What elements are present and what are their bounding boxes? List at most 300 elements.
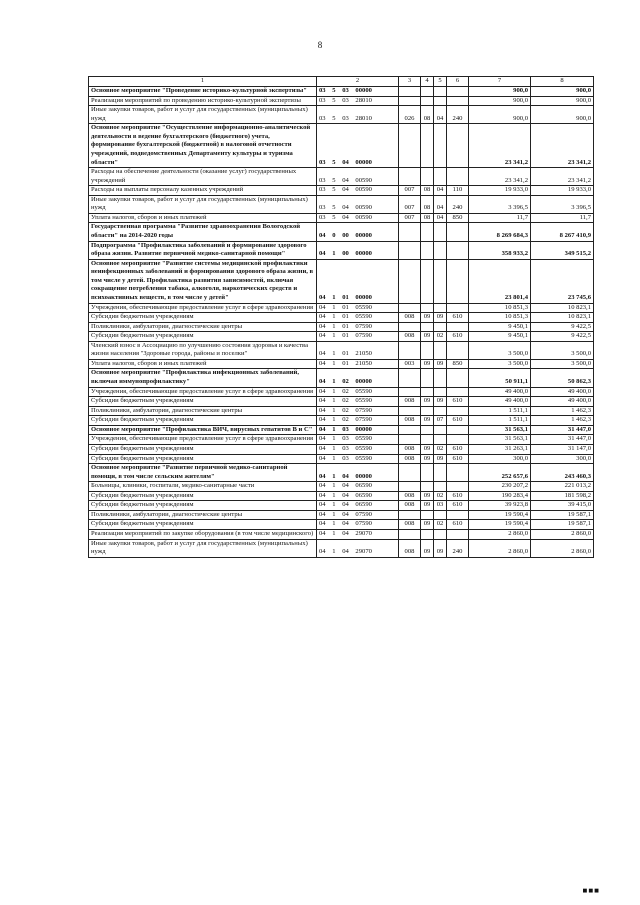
table-row bbox=[89, 387, 594, 397]
section-code: 09 bbox=[421, 539, 434, 557]
budget-code: 04 1 04 29070 bbox=[317, 539, 399, 557]
expense-type-code: 610 bbox=[447, 416, 469, 426]
budget-code: 04 1 04 07590 bbox=[317, 510, 399, 520]
amount-col7: 300,0 bbox=[469, 454, 531, 464]
subsection-code: 09 bbox=[434, 359, 447, 369]
section-code: 08 bbox=[421, 186, 434, 196]
column-header: 5 bbox=[434, 77, 447, 87]
table-row bbox=[89, 313, 594, 323]
budget-code: 04 1 02 00000 bbox=[317, 369, 399, 387]
expense-type-code bbox=[447, 241, 469, 259]
amount-col7: 39 923,8 bbox=[469, 501, 531, 511]
subsection-code bbox=[434, 223, 447, 241]
table-row bbox=[89, 491, 594, 501]
amount-col7: 19 590,4 bbox=[469, 520, 531, 530]
amount-col7: 49 400,0 bbox=[469, 387, 531, 397]
subsection-code: 04 bbox=[434, 106, 447, 124]
subsection-code bbox=[434, 387, 447, 397]
row-name: Учреждения, обеспечивающие предоставление услуг в сфере здравоохранения bbox=[89, 435, 317, 445]
budget-code: 04 1 03 05590 bbox=[317, 454, 399, 464]
subsection-code bbox=[434, 435, 447, 445]
amount-col7: 252 657,6 bbox=[469, 464, 531, 482]
amount-col8: 10 823,1 bbox=[531, 313, 594, 323]
row-name: Подпрограмма "Профилактика заболеваний и формирование здорового образа жизни. Развитие первичной медико-санитарной помощи" bbox=[89, 241, 317, 259]
amount-col8: 10 823,1 bbox=[531, 303, 594, 313]
amount-col7: 900,0 bbox=[469, 96, 531, 106]
subsection-code: 02 bbox=[434, 491, 447, 501]
department-code bbox=[399, 482, 421, 492]
budget-code: 04 1 03 05590 bbox=[317, 444, 399, 454]
subsection-code: 04 bbox=[434, 195, 447, 213]
amount-col7: 23 801,4 bbox=[469, 259, 531, 303]
budget-code: 04 0 00 00000 bbox=[317, 223, 399, 241]
budget-code: 04 1 00 00000 bbox=[317, 241, 399, 259]
expense-type-code: 610 bbox=[447, 444, 469, 454]
amount-col7: 230 207,2 bbox=[469, 482, 531, 492]
subsection-code bbox=[434, 341, 447, 359]
expense-type-code bbox=[447, 464, 469, 482]
table-row bbox=[89, 195, 594, 213]
budget-code: 04 1 01 21050 bbox=[317, 359, 399, 369]
section-code bbox=[421, 322, 434, 332]
amount-col7: 10 851,3 bbox=[469, 313, 531, 323]
budget-code: 04 1 01 21050 bbox=[317, 341, 399, 359]
amount-col7: 9 450,1 bbox=[469, 332, 531, 342]
subsection-code: 09 bbox=[434, 454, 447, 464]
row-name: Поликлиники, амбулатории, диагностические центры bbox=[89, 322, 317, 332]
row-name: Государственная программа "Развитие здравоохранения Вологодской области" на 2014-2020 годы bbox=[89, 223, 317, 241]
subsection-code bbox=[434, 369, 447, 387]
amount-col8: 49 400,0 bbox=[531, 397, 594, 407]
table-row bbox=[89, 213, 594, 223]
row-name: Субсидии бюджетным учреждениям bbox=[89, 416, 317, 426]
row-name: Реализация мероприятий по проведению историко-культурной экспертизы bbox=[89, 96, 317, 106]
department-code bbox=[399, 259, 421, 303]
department-code bbox=[399, 124, 421, 168]
row-name: Основное мероприятие "Профилактика инфекционных заболеваний, включая иммунопрофилактику" bbox=[89, 369, 317, 387]
subsection-code bbox=[434, 464, 447, 482]
budget-code: 04 1 01 00000 bbox=[317, 259, 399, 303]
amount-col8: 19 587,1 bbox=[531, 510, 594, 520]
section-code bbox=[421, 124, 434, 168]
table-row bbox=[89, 359, 594, 369]
budget-code: 04 1 01 07590 bbox=[317, 322, 399, 332]
row-name: Субсидии бюджетным учреждениям bbox=[89, 520, 317, 530]
table-row bbox=[89, 454, 594, 464]
subsection-code: 02 bbox=[434, 444, 447, 454]
section-code bbox=[421, 259, 434, 303]
expense-type-code bbox=[447, 530, 469, 540]
budget-code: 04 1 04 07590 bbox=[317, 520, 399, 530]
table-header-row bbox=[89, 77, 594, 87]
amount-col8: 9 422,5 bbox=[531, 322, 594, 332]
table-row bbox=[89, 530, 594, 540]
table-row bbox=[89, 106, 594, 124]
section-code bbox=[421, 530, 434, 540]
department-code: 007 bbox=[399, 213, 421, 223]
budget-code: 04 1 04 06590 bbox=[317, 482, 399, 492]
subsection-code bbox=[434, 530, 447, 540]
expense-type-code bbox=[447, 87, 469, 97]
section-code: 09 bbox=[421, 501, 434, 511]
budget-code: 03 5 04 00590 bbox=[317, 195, 399, 213]
expense-type-code: 240 bbox=[447, 539, 469, 557]
table-row bbox=[89, 444, 594, 454]
amount-col8: 349 515,2 bbox=[531, 241, 594, 259]
department-code bbox=[399, 530, 421, 540]
amount-col7: 3 500,0 bbox=[469, 359, 531, 369]
row-name: Реализация мероприятий по закупке оборудования (в том числе медицинского) bbox=[89, 530, 317, 540]
budget-code: 04 1 01 05590 bbox=[317, 303, 399, 313]
table-row bbox=[89, 397, 594, 407]
amount-col8: 9 422,5 bbox=[531, 332, 594, 342]
expense-type-code bbox=[447, 406, 469, 416]
department-code: 008 bbox=[399, 416, 421, 426]
department-code bbox=[399, 510, 421, 520]
amount-col7: 1 511,1 bbox=[469, 406, 531, 416]
table-row bbox=[89, 482, 594, 492]
column-header: 2 bbox=[317, 77, 399, 87]
corner-mark: ■■■ bbox=[582, 886, 600, 895]
table-row bbox=[89, 186, 594, 196]
expense-type-code bbox=[447, 259, 469, 303]
expense-type-code: 610 bbox=[447, 397, 469, 407]
department-code bbox=[399, 425, 421, 435]
section-code: 09 bbox=[421, 397, 434, 407]
row-name: Членский взнос в Ассоциацию по улучшению состояния здоровья и качества жизни населения "Здоровые города, районы и поселки" bbox=[89, 341, 317, 359]
amount-col8: 3 500,0 bbox=[531, 341, 594, 359]
expense-type-code bbox=[447, 425, 469, 435]
budget-code: 04 1 02 07590 bbox=[317, 416, 399, 426]
amount-col7: 31 563,1 bbox=[469, 425, 531, 435]
row-name: Учреждения, обеспечивающие предоставление услуг в сфере здравоохранения bbox=[89, 303, 317, 313]
table-row bbox=[89, 259, 594, 303]
department-code: 008 bbox=[399, 539, 421, 557]
subsection-code: 09 bbox=[434, 539, 447, 557]
department-code bbox=[399, 387, 421, 397]
section-code bbox=[421, 96, 434, 106]
table-row bbox=[89, 124, 594, 168]
section-code bbox=[421, 168, 434, 186]
amount-col7: 900,0 bbox=[469, 87, 531, 97]
department-code: 026 bbox=[399, 106, 421, 124]
section-code bbox=[421, 435, 434, 445]
column-header: 4 bbox=[421, 77, 434, 87]
amount-col8: 50 862,3 bbox=[531, 369, 594, 387]
department-code: 007 bbox=[399, 186, 421, 196]
amount-col7: 900,0 bbox=[469, 106, 531, 124]
department-code bbox=[399, 241, 421, 259]
table-row bbox=[89, 341, 594, 359]
budget-code: 03 5 04 00000 bbox=[317, 124, 399, 168]
section-code bbox=[421, 406, 434, 416]
row-name: Расходы на обеспечение деятельности (оказание услуг) государственных учреждений bbox=[89, 168, 317, 186]
row-name: Субсидии бюджетным учреждениям bbox=[89, 454, 317, 464]
budget-code: 04 1 04 06590 bbox=[317, 491, 399, 501]
subsection-code bbox=[434, 482, 447, 492]
subsection-code bbox=[434, 87, 447, 97]
amount-col8: 2 860,0 bbox=[531, 539, 594, 557]
row-name: Расходы на выплаты персоналу казенных учреждений bbox=[89, 186, 317, 196]
expense-type-code bbox=[447, 322, 469, 332]
table-row bbox=[89, 369, 594, 387]
department-code: 008 bbox=[399, 454, 421, 464]
section-code: 09 bbox=[421, 491, 434, 501]
table-row bbox=[89, 332, 594, 342]
expense-type-code: 110 bbox=[447, 186, 469, 196]
expense-type-code bbox=[447, 96, 469, 106]
amount-col8: 300,0 bbox=[531, 454, 594, 464]
section-code bbox=[421, 87, 434, 97]
amount-col8: 221 013,2 bbox=[531, 482, 594, 492]
department-code: 003 bbox=[399, 359, 421, 369]
row-name: Основное мероприятие "Профилактика ВИЧ, вирусных гепатитов В и С" bbox=[89, 425, 317, 435]
table-row bbox=[89, 425, 594, 435]
amount-col8: 900,0 bbox=[531, 87, 594, 97]
amount-col8: 39 415,0 bbox=[531, 501, 594, 511]
expense-type-code: 610 bbox=[447, 501, 469, 511]
expense-type-code bbox=[447, 341, 469, 359]
budget-code: 04 1 02 05590 bbox=[317, 387, 399, 397]
amount-col7: 31 263,1 bbox=[469, 444, 531, 454]
row-name: Иные закупки товаров, работ и услуг для государственных (муниципальных) нужд bbox=[89, 539, 317, 557]
budget-code: 04 1 02 07590 bbox=[317, 406, 399, 416]
table-row bbox=[89, 510, 594, 520]
section-code bbox=[421, 369, 434, 387]
amount-col8: 31 447,0 bbox=[531, 425, 594, 435]
amount-col7: 3 396,5 bbox=[469, 195, 531, 213]
section-code bbox=[421, 482, 434, 492]
subsection-code bbox=[434, 425, 447, 435]
row-name: Уплата налогов, сборов и иных платежей bbox=[89, 213, 317, 223]
row-name: Субсидии бюджетным учреждениям bbox=[89, 332, 317, 342]
subsection-code: 09 bbox=[434, 313, 447, 323]
amount-col8: 1 462,3 bbox=[531, 416, 594, 426]
page-number: 8 bbox=[317, 40, 323, 50]
budget-code: 04 1 01 07590 bbox=[317, 332, 399, 342]
amount-col7: 19 590,4 bbox=[469, 510, 531, 520]
column-header: 1 bbox=[89, 77, 317, 87]
section-code bbox=[421, 510, 434, 520]
department-code bbox=[399, 87, 421, 97]
subsection-code: 07 bbox=[434, 416, 447, 426]
table-row bbox=[89, 520, 594, 530]
department-code bbox=[399, 435, 421, 445]
section-code: 08 bbox=[421, 106, 434, 124]
table-row bbox=[89, 416, 594, 426]
column-header: 8 bbox=[531, 77, 594, 87]
budget-code: 04 1 03 00000 bbox=[317, 425, 399, 435]
table-row bbox=[89, 87, 594, 97]
table-row bbox=[89, 223, 594, 241]
row-name: Уплата налогов, сборов и иных платежей bbox=[89, 359, 317, 369]
row-name: Иные закупки товаров, работ и услуг для государственных (муниципальных) нужд bbox=[89, 195, 317, 213]
amount-col8: 8 267 410,9 bbox=[531, 223, 594, 241]
section-code: 09 bbox=[421, 313, 434, 323]
subsection-code: 04 bbox=[434, 186, 447, 196]
amount-col7: 49 400,0 bbox=[469, 397, 531, 407]
table-row bbox=[89, 168, 594, 186]
expense-type-code: 610 bbox=[447, 313, 469, 323]
expense-type-code: 240 bbox=[447, 106, 469, 124]
amount-col7: 358 933,2 bbox=[469, 241, 531, 259]
department-code bbox=[399, 303, 421, 313]
subsection-code: 09 bbox=[434, 397, 447, 407]
department-code bbox=[399, 223, 421, 241]
department-code: 008 bbox=[399, 444, 421, 454]
section-code: 09 bbox=[421, 520, 434, 530]
table-row bbox=[89, 464, 594, 482]
amount-col8: 900,0 bbox=[531, 96, 594, 106]
section-code: 09 bbox=[421, 359, 434, 369]
expense-type-code bbox=[447, 387, 469, 397]
budget-code: 04 1 04 06590 bbox=[317, 501, 399, 511]
section-code: 08 bbox=[421, 213, 434, 223]
row-name: Основное мероприятие "Развитие системы медицинской профилактики неинфекционных заболеваний и формирования здорового образа жизни, в том числе у детей. Профилактика развития зависимостей, включая сокращение потребления табака, алкоголя, наркотических средств и психоактивных веществ, в том числе у детей" bbox=[89, 259, 317, 303]
department-code: 007 bbox=[399, 195, 421, 213]
row-name: Поликлиники, амбулатории, диагностические центры bbox=[89, 406, 317, 416]
amount-col8: 19 587,1 bbox=[531, 520, 594, 530]
department-code: 008 bbox=[399, 397, 421, 407]
row-name: Больницы, клиники, госпитали, медико-санитарные части bbox=[89, 482, 317, 492]
department-code: 008 bbox=[399, 501, 421, 511]
subsection-code: 02 bbox=[434, 520, 447, 530]
department-code bbox=[399, 168, 421, 186]
budget-code: 04 1 03 05590 bbox=[317, 435, 399, 445]
subsection-code bbox=[434, 241, 447, 259]
department-code: 008 bbox=[399, 520, 421, 530]
table-row bbox=[89, 241, 594, 259]
expense-type-code bbox=[447, 303, 469, 313]
subsection-code: 04 bbox=[434, 213, 447, 223]
row-name: Субсидии бюджетным учреждениям bbox=[89, 444, 317, 454]
section-code bbox=[421, 303, 434, 313]
section-code bbox=[421, 341, 434, 359]
subsection-code bbox=[434, 322, 447, 332]
department-code bbox=[399, 341, 421, 359]
expense-type-code bbox=[447, 124, 469, 168]
subsection-code bbox=[434, 259, 447, 303]
expense-type-code bbox=[447, 482, 469, 492]
amount-col8: 900,0 bbox=[531, 106, 594, 124]
table-row bbox=[89, 501, 594, 511]
section-code bbox=[421, 387, 434, 397]
budget-code: 03 5 04 00590 bbox=[317, 213, 399, 223]
budget-code: 04 1 04 00000 bbox=[317, 464, 399, 482]
section-code: 09 bbox=[421, 416, 434, 426]
subsection-code bbox=[434, 303, 447, 313]
section-code bbox=[421, 241, 434, 259]
department-code: 008 bbox=[399, 491, 421, 501]
section-code bbox=[421, 425, 434, 435]
expense-type-code: 610 bbox=[447, 332, 469, 342]
amount-col7: 8 269 684,3 bbox=[469, 223, 531, 241]
amount-col8: 2 860,0 bbox=[531, 530, 594, 540]
department-code bbox=[399, 406, 421, 416]
budget-code: 04 1 04 29070 bbox=[317, 530, 399, 540]
amount-col8: 23 341,2 bbox=[531, 124, 594, 168]
expense-type-code: 610 bbox=[447, 454, 469, 464]
row-name: Основное мероприятие "Проведение историко-культурной экспертизы" bbox=[89, 87, 317, 97]
table-row bbox=[89, 96, 594, 106]
subsection-code: 02 bbox=[434, 332, 447, 342]
table-row bbox=[89, 322, 594, 332]
amount-col7: 50 911,1 bbox=[469, 369, 531, 387]
expense-type-code: 850 bbox=[447, 359, 469, 369]
amount-col8: 3 396,5 bbox=[531, 195, 594, 213]
row-name: Поликлиники, амбулатории, диагностические центры bbox=[89, 510, 317, 520]
row-name: Основное мероприятие "Осуществление информационно-аналитической деятельности в ведение бухгалтерского (бюджетного) учета, формирование бухгалтерской (бюджетной) в налоговой отчетности учреждений, подведомственных Департаменту культуры и туризма области" bbox=[89, 124, 317, 168]
expense-type-code: 610 bbox=[447, 520, 469, 530]
amount-col8: 243 460,3 bbox=[531, 464, 594, 482]
table-row bbox=[89, 539, 594, 557]
column-header: 3 bbox=[399, 77, 421, 87]
table-row bbox=[89, 406, 594, 416]
subsection-code bbox=[434, 96, 447, 106]
department-code bbox=[399, 96, 421, 106]
amount-col7: 2 860,0 bbox=[469, 530, 531, 540]
amount-col8: 3 500,0 bbox=[531, 359, 594, 369]
department-code: 008 bbox=[399, 332, 421, 342]
subsection-code bbox=[434, 406, 447, 416]
subsection-code bbox=[434, 168, 447, 186]
amount-col7: 10 851,3 bbox=[469, 303, 531, 313]
expense-type-code bbox=[447, 510, 469, 520]
row-name: Субсидии бюджетным учреждениям bbox=[89, 397, 317, 407]
amount-col8: 181 598,2 bbox=[531, 491, 594, 501]
table-row bbox=[89, 435, 594, 445]
amount-col7: 2 860,0 bbox=[469, 539, 531, 557]
amount-col8: 49 400,0 bbox=[531, 387, 594, 397]
amount-col7: 23 341,2 bbox=[469, 124, 531, 168]
amount-col8: 31 447,0 bbox=[531, 435, 594, 445]
row-name: Субсидии бюджетным учреждениям bbox=[89, 313, 317, 323]
amount-col7: 9 450,1 bbox=[469, 322, 531, 332]
section-code bbox=[421, 464, 434, 482]
amount-col7: 23 341,2 bbox=[469, 168, 531, 186]
amount-col8: 23 745,6 bbox=[531, 259, 594, 303]
expense-type-code bbox=[447, 223, 469, 241]
row-name: Учреждения, обеспечивающие предоставление услуг в сфере здравоохранения bbox=[89, 387, 317, 397]
amount-col7: 19 933,0 bbox=[469, 186, 531, 196]
department-code: 008 bbox=[399, 313, 421, 323]
department-code bbox=[399, 369, 421, 387]
amount-col7: 190 283,4 bbox=[469, 491, 531, 501]
subsection-code bbox=[434, 510, 447, 520]
budget-code: 04 1 02 05590 bbox=[317, 397, 399, 407]
expense-type-code bbox=[447, 168, 469, 186]
expense-type-code: 240 bbox=[447, 195, 469, 213]
budget-code: 03 5 03 28010 bbox=[317, 96, 399, 106]
budget-code: 03 5 03 28010 bbox=[317, 106, 399, 124]
row-name: Основное мероприятие "Развитие первичной медико-санитарной помощи, в том числе сельским жителям" bbox=[89, 464, 317, 482]
section-code bbox=[421, 223, 434, 241]
section-code: 09 bbox=[421, 454, 434, 464]
budget-table bbox=[88, 76, 594, 558]
expense-type-code bbox=[447, 369, 469, 387]
expense-type-code: 610 bbox=[447, 491, 469, 501]
subsection-code: 03 bbox=[434, 501, 447, 511]
department-code bbox=[399, 322, 421, 332]
section-code: 09 bbox=[421, 444, 434, 454]
expense-type-code: 850 bbox=[447, 213, 469, 223]
amount-col8: 23 341,2 bbox=[531, 168, 594, 186]
subsection-code bbox=[434, 124, 447, 168]
table-row bbox=[89, 303, 594, 313]
department-code bbox=[399, 464, 421, 482]
amount-col7: 1 511,1 bbox=[469, 416, 531, 426]
section-code: 08 bbox=[421, 195, 434, 213]
